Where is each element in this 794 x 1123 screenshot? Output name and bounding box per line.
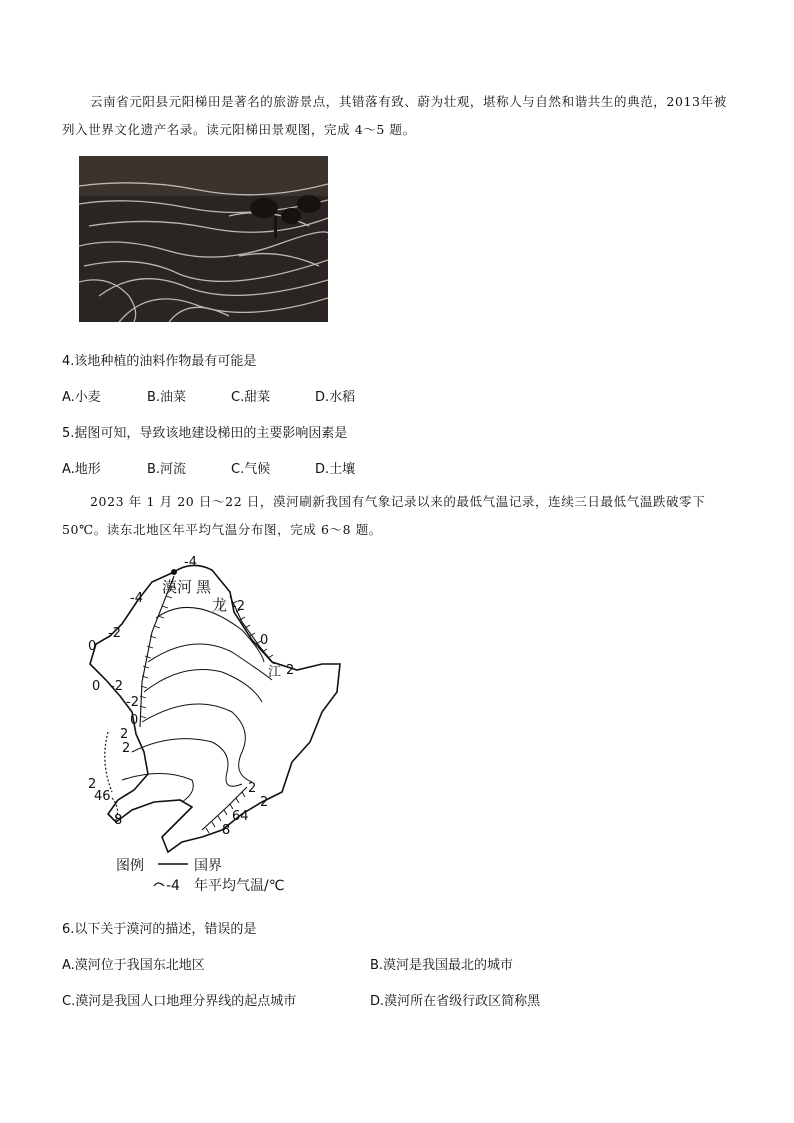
- q4-option-a[interactable]: A.小麦: [62, 390, 101, 405]
- label-mohe: 漠河: [162, 578, 193, 596]
- contour-label: 8: [222, 823, 231, 838]
- question-4-stem: 4.该地种植的油料作物最有可能是: [62, 354, 257, 369]
- q5-option-d[interactable]: D.土壤: [315, 462, 356, 477]
- passage-terraces: 云南省元阳县元阳梯田是著名的旅游景点，其错落有致、蔚为壮观，堪称人与自然和谐共生的典范，2013年被列入世界文化遗产名录。读元阳梯田景观图，完成 4～5 题。: [62, 94, 727, 137]
- contour-label: 0: [92, 679, 101, 694]
- q4-option-d[interactable]: D.水稻: [315, 390, 356, 405]
- contour-label: -4: [184, 555, 197, 570]
- contour-label: 2: [88, 777, 97, 792]
- label-hei: 黑: [196, 578, 212, 596]
- q4-option-c[interactable]: C.甜菜: [231, 390, 271, 405]
- q4-option-b[interactable]: B.油菜: [147, 390, 187, 405]
- legend-isotherm-value: -4: [166, 878, 180, 892]
- contour-label: -4: [130, 591, 143, 606]
- q5-option-a[interactable]: A.地形: [62, 462, 101, 477]
- question-5-stem: 5.据图可知，导致该地建设梯田的主要影响因素是: [62, 426, 348, 441]
- contour-label: 2: [120, 727, 129, 742]
- q5-option-b[interactable]: B.河流: [147, 462, 187, 477]
- contour-label: 0: [88, 639, 97, 654]
- q6-option-a[interactable]: A.漠河位于我国东北地区: [62, 958, 205, 973]
- contour-label: -2: [110, 679, 123, 694]
- contour-label: 0: [130, 713, 139, 728]
- question-6-stem: 6.以下关于漠河的描述，错误的是: [62, 922, 257, 937]
- q6-option-c[interactable]: C.漠河是我国人口地理分界线的起点城市: [62, 994, 297, 1009]
- contour-label: -2: [232, 599, 245, 614]
- contour-label: 2: [260, 795, 269, 810]
- contour-label: -2: [126, 695, 139, 710]
- terrace-photo: [79, 156, 328, 322]
- label-jiang: 江: [268, 665, 282, 680]
- contour-label: 2: [286, 663, 295, 678]
- q5-option-c[interactable]: C.气候: [231, 462, 271, 477]
- contour-label: -2: [108, 626, 121, 641]
- contour-label: 8: [114, 813, 123, 828]
- contour-label: 46: [94, 789, 111, 804]
- contour-label: 0: [260, 633, 269, 648]
- northeast-temperature-map: [82, 552, 344, 892]
- q6-option-b[interactable]: B.漠河是我国最北的城市: [370, 958, 514, 973]
- contour-label: 2: [122, 741, 131, 756]
- contour-label: 2: [248, 781, 257, 796]
- legend-isotherm: 年平均气温/℃: [194, 878, 285, 892]
- q6-option-d[interactable]: D.漠河所在省级行政区简称黑: [370, 994, 541, 1009]
- legend-border: 国界: [194, 858, 222, 874]
- contour-label: 64: [232, 809, 249, 824]
- passage-mohe: 2023 年 1 月 20 日～22 日，漠河刷新我国有气象记录以来的最低气温记录，连续三日最低气温跌破零下50℃。读东北地区年平均气温分布图，完成 6～8 题。: [62, 494, 706, 537]
- label-long: 龙: [212, 596, 228, 614]
- legend-title: 图例: [116, 858, 144, 874]
- legend-isotherm-line: [154, 883, 164, 886]
